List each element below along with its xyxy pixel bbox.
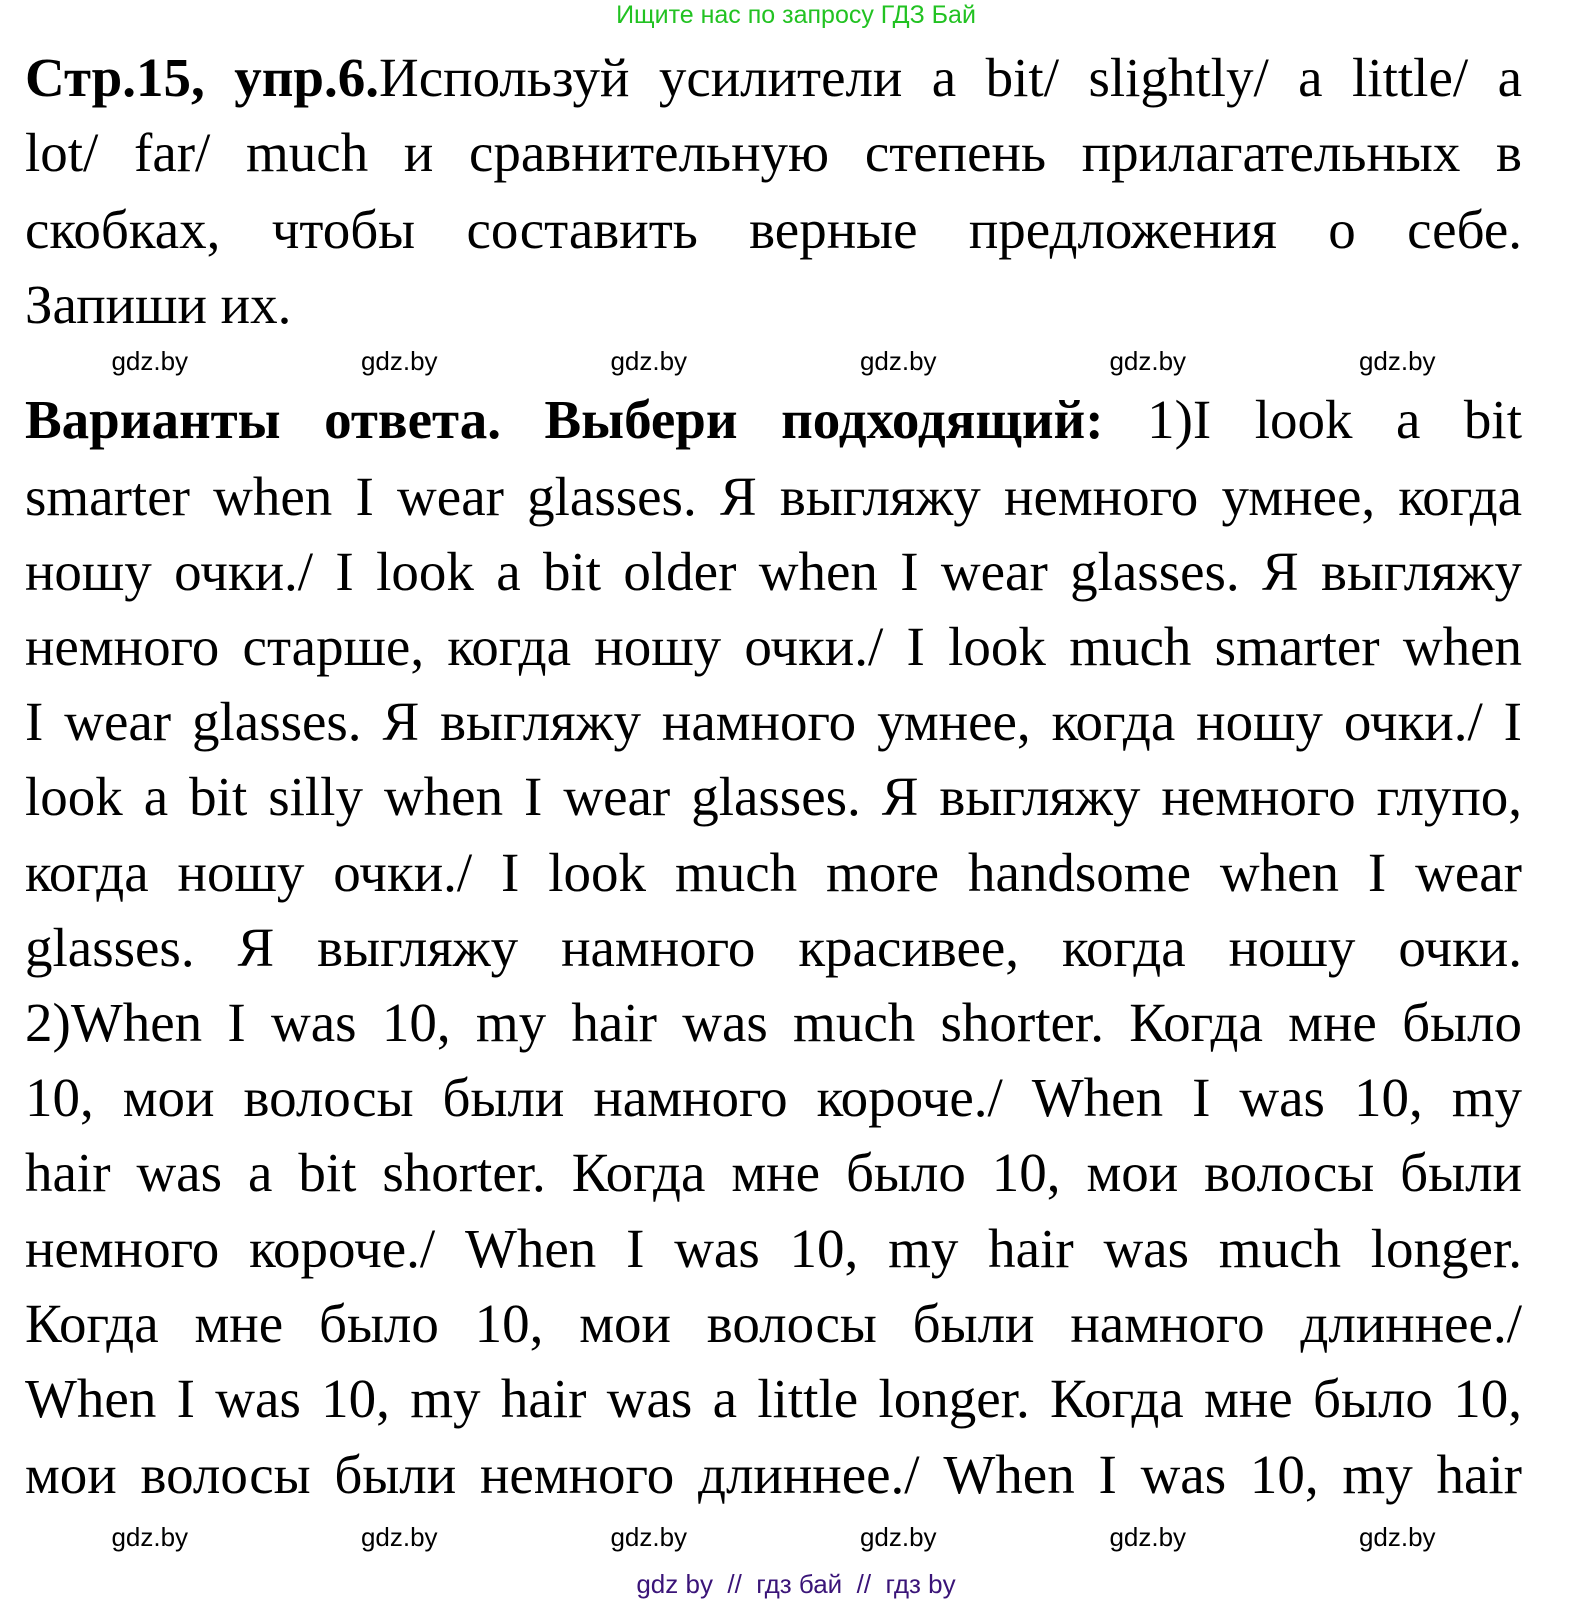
line-text: hair was a bit shorter. Когда мне было 10, мои волосы были (25, 1142, 1522, 1203)
watermark: gdz.by (1109, 346, 1187, 376)
line-text: smarter when I wear glasses. Я выгляжу немного умнее, когда (25, 466, 1522, 527)
bold-heading: Стр.15, упр.6. (25, 47, 379, 108)
watermark: gdz.by (610, 1522, 688, 1552)
line-text: When I was 10, my hair was a little longer. Когда мне было 10, (25, 1368, 1522, 1429)
watermark: gdz.by (1358, 346, 1436, 376)
text-line (25, 1063, 1522, 1133)
line-text: Используй усилители a bit/ slightly/ a little/ a (379, 47, 1522, 108)
line-text: ношу очки./ I look a bit older when I wear glasses. Я выгляжу (25, 541, 1522, 602)
text-line (25, 462, 1522, 532)
line-text: look a bit silly when I wear glasses. Я выгляжу немного глупо, (25, 766, 1522, 827)
line-text: Когда мне было 10, мои волосы были намного длиннее./ (25, 1293, 1522, 1354)
line-text: lot/ far/ much и сравнительную степень прилагательных в (25, 122, 1522, 183)
text-line (25, 1364, 1522, 1434)
text-line (25, 1138, 1522, 1208)
watermark: gdz.by (859, 1522, 937, 1552)
text-line (25, 43, 1522, 113)
text-line (25, 1289, 1522, 1359)
watermark: gdz.by (859, 346, 937, 376)
text-line (25, 612, 1522, 682)
text-line (25, 1440, 1522, 1510)
footer-watermark: gdz by // гдз бай // гдз by (636, 1569, 956, 1599)
line-text: мои волосы были немного длиннее./ When I was 10, my hair (25, 1444, 1522, 1505)
watermark: gdz.by (111, 346, 189, 376)
watermark: gdz.by (1109, 1522, 1187, 1552)
text-line (25, 762, 1522, 832)
line-text: glasses. Я выгляжу намного красивее, когда ношу очки. (25, 917, 1522, 978)
watermark-row (25, 1522, 1522, 1552)
text-line (25, 838, 1522, 908)
line-text: немного старше, когда ношу очки./ I look much smarter when (25, 616, 1522, 677)
text-line (25, 537, 1522, 607)
text-line (25, 270, 1522, 340)
watermark: gdz.by (360, 1522, 438, 1552)
watermark: gdz.by (1358, 1522, 1436, 1552)
watermark: gdz.by (610, 346, 688, 376)
line-text: скобках, чтобы составить верные предложения о себе. (25, 199, 1522, 260)
line-text: немного короче./ When I was 10, my hair was much longer. (25, 1218, 1522, 1279)
text-line (25, 988, 1522, 1058)
text-line (25, 1214, 1522, 1284)
text-line (25, 385, 1522, 455)
line-text: I wear glasses. Я выгляжу намного умнее, когда ношу очки./ I (25, 691, 1522, 752)
watermark: gdz.by (360, 346, 438, 376)
text-line (25, 118, 1522, 188)
top-banner: Ищите нас по запросу ГДЗ Бай (616, 1, 976, 29)
line-text: Запиши их. (25, 274, 292, 335)
text-line (25, 687, 1522, 757)
line-text: когда ношу очки./ I look much more handsome when I wear (25, 842, 1522, 903)
watermark: gdz.by (111, 1522, 189, 1552)
bold-heading: Варианты ответа. Выбери подходящий: (25, 389, 1104, 450)
watermark-row (25, 346, 1522, 376)
line-text: 1)I look a bit (1103, 389, 1522, 450)
text-line (25, 195, 1522, 265)
line-text: 2)When I was 10, my hair was much shorter. Когда мне было (25, 992, 1522, 1053)
text-line (25, 913, 1522, 983)
line-text: 10, мои волосы были намного короче./ When I was 10, my (25, 1067, 1522, 1128)
